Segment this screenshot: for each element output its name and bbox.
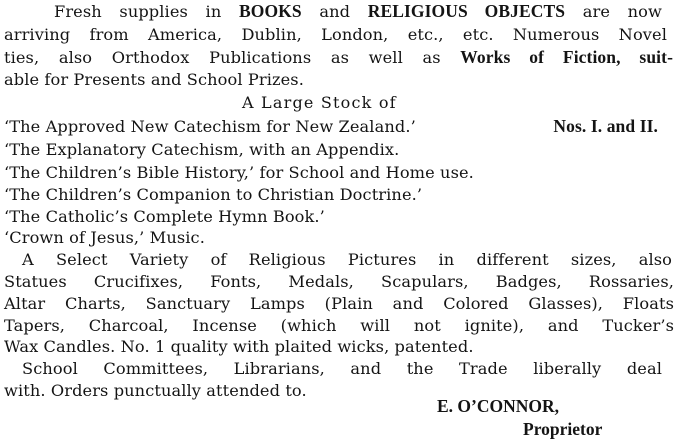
book-note: Nos. I. and II. bbox=[553, 116, 658, 136]
book-item: ‘The Explanatory Catechism, with an Appendix. bbox=[4, 140, 400, 159]
pictures-line-3: Altar Charts, Sanctuary Lamps (Plain and Colored Glasses), Floats bbox=[4, 294, 674, 313]
intro-line-2: arriving from America, Dublin, London, etc., etc. Numerous Novel bbox=[4, 25, 667, 44]
intro-line-3 bbox=[4, 48, 673, 67]
pictures-line-4: Tapers, Charcoal, Incense (which will not ignite), and Tucker’s bbox=[4, 316, 674, 335]
intro-line-4: able for Presents and School Prizes. bbox=[4, 70, 304, 89]
closing-line-2: with. Orders punctually attended to. bbox=[4, 381, 307, 400]
books-emphasis: BOOKS bbox=[238, 1, 302, 21]
signature-title: Proprietor bbox=[523, 419, 603, 439]
closing-line-1: School Committees, Librarians, and the Trade liberally deal bbox=[22, 359, 662, 378]
pictures-line-1: A Select Variety of Religious Pictures in different sizes, also bbox=[22, 250, 672, 269]
intro-line-3-plain: ties, also Orthodox Publications as well as bbox=[4, 48, 461, 67]
intro-line-1 bbox=[54, 2, 662, 21]
book-item: ‘Crown of Jesus,’ Music. bbox=[4, 228, 205, 247]
book-item: ‘The Children’s Bible History,’ for School and Home use. bbox=[4, 163, 474, 182]
book-item bbox=[4, 117, 658, 136]
book-title: ‘The Approved New Catechism for New Zealand.’ bbox=[4, 117, 416, 136]
intro-tail: are now bbox=[565, 2, 662, 21]
book-item: ‘The Catholic’s Complete Hymn Book.’ bbox=[4, 207, 325, 226]
book-item: ‘The Children’s Companion to Christian Doctrine.’ bbox=[4, 185, 423, 204]
works-of-fiction-emphasis: Works of Fiction, suit- bbox=[460, 47, 673, 67]
stock-heading: A Large Stock of bbox=[242, 93, 397, 112]
pictures-line-5: Wax Candles. No. 1 quality with plaited wicks, patented. bbox=[4, 337, 474, 356]
religious-objects-emphasis: RELIGIOUS OBJECTS bbox=[367, 1, 566, 21]
intro-and: and bbox=[301, 2, 368, 21]
signature-name: E. O’CONNOR, bbox=[437, 396, 560, 416]
intro-lead: Fresh supplies in bbox=[54, 2, 239, 21]
pictures-line-2: Statues Crucifixes, Fonts, Medals, Scapulars, Badges, Rossaries, bbox=[4, 272, 674, 291]
